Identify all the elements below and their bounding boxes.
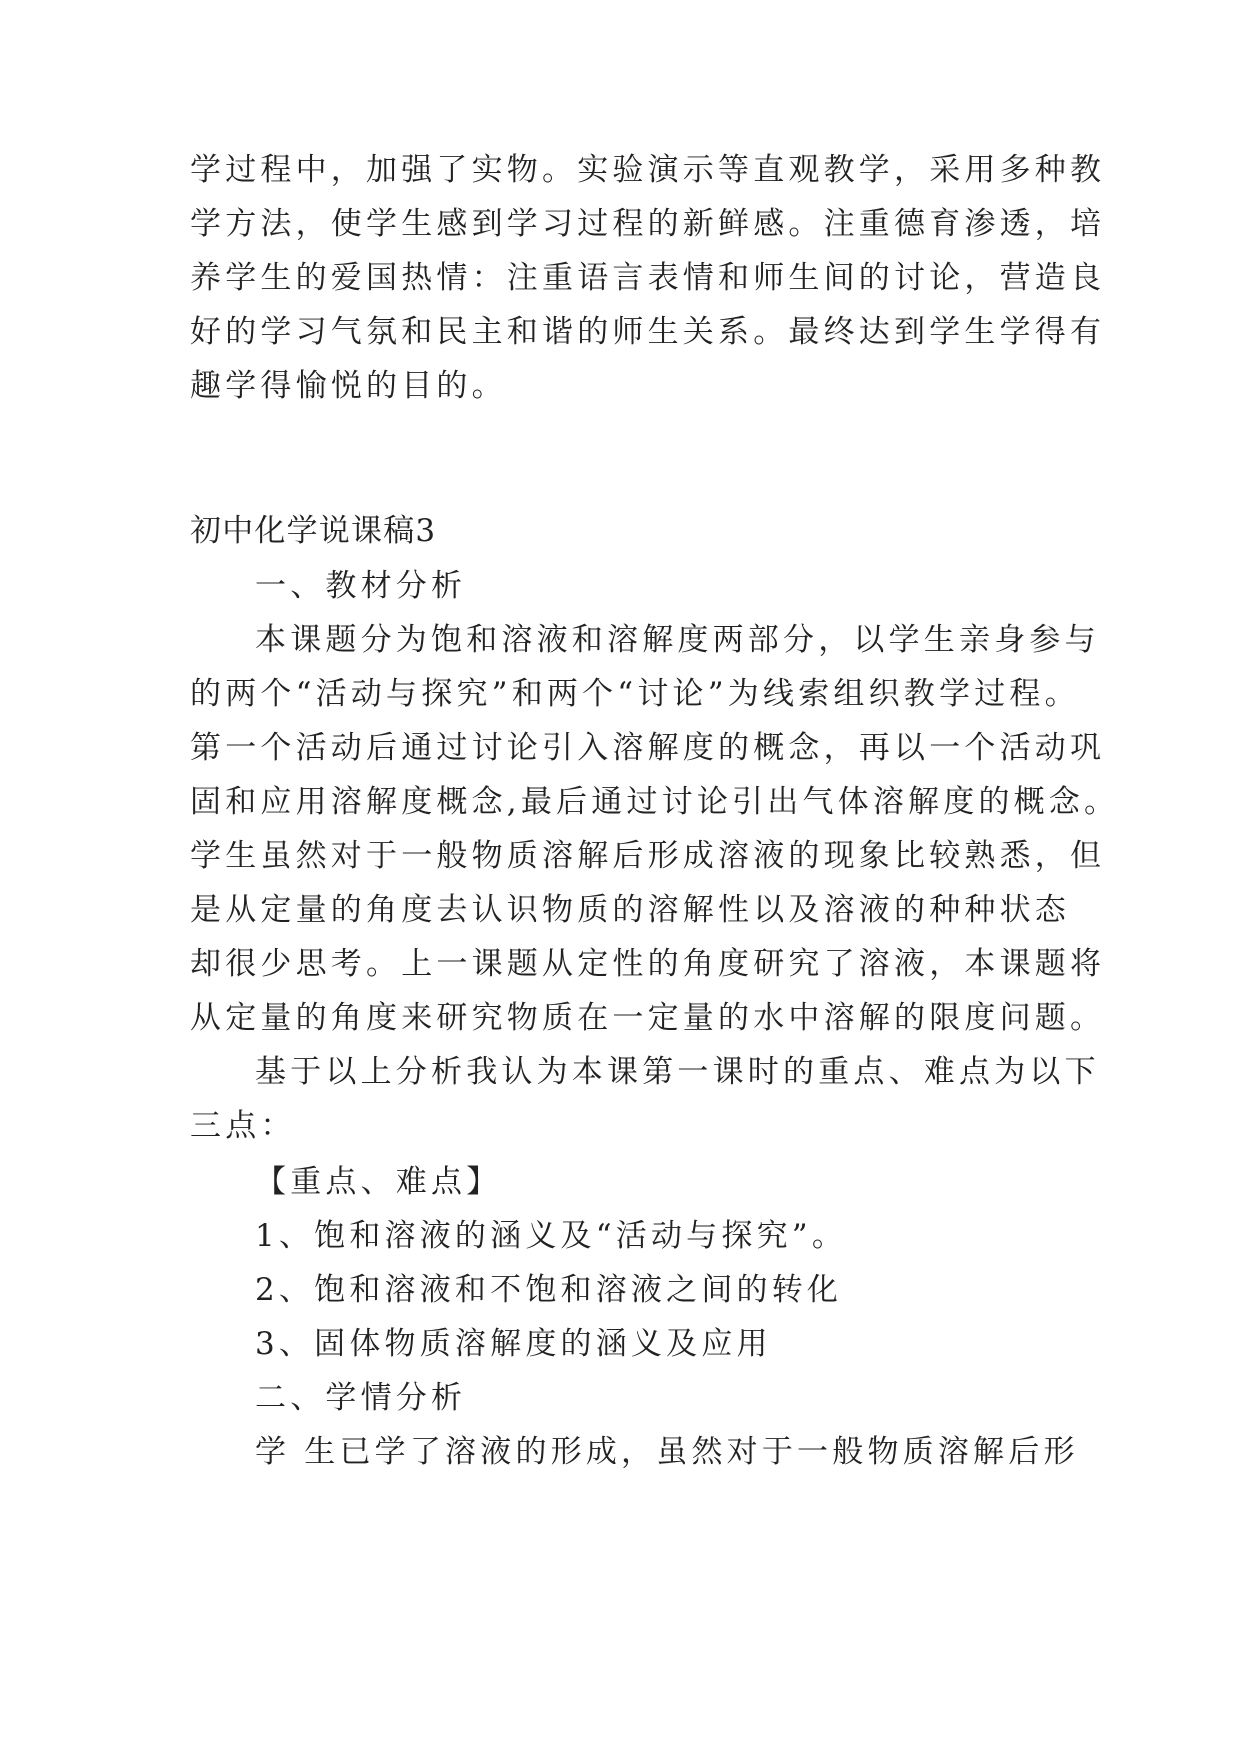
paragraph-line: 学过程中，加强了实物。实验演示等直观教学，采用多种教	[190, 152, 1106, 188]
paragraph-line: 学方法，使学生感到学习过程的新鲜感。注重德育渗透，培	[190, 206, 1106, 242]
list-item: 3、固体物质溶解度的涵义及应用	[255, 1326, 772, 1362]
paragraph-line: 三点：	[190, 1108, 296, 1144]
paragraph-line: 基于以上分析我认为本课第一课时的重点、难点为以下	[255, 1054, 1100, 1090]
section-title: 初中化学说课稿3	[190, 513, 437, 549]
paragraph-line: 学生虽然对于一般物质溶解后形成溶液的现象比较熟悉，但	[190, 838, 1106, 874]
paragraph-line: 学 生已学了溶液的形成，虽然对于一般物质溶解后形	[255, 1434, 1079, 1470]
paragraph-line: 从定量的角度来研究物质在一定量的水中溶解的限度问题。	[190, 1000, 1106, 1036]
subsection-heading: 一、教材分析	[255, 568, 467, 604]
subsection-heading: 二、学情分析	[255, 1380, 467, 1416]
paragraph-line: 的两个“活动与探究”和两个“讨论”为线索组织教学过程。	[190, 676, 1080, 712]
paragraph-line: 固和应用溶解度概念,最后通过讨论引出气体溶解度的概念。	[190, 784, 1120, 820]
list-item: 2、饱和溶液和不饱和溶液之间的转化	[255, 1272, 843, 1308]
paragraph-line: 本课题分为饱和溶液和溶解度两部分，以学生亲身参与	[255, 622, 1100, 658]
paragraph-line: 好的学习气氛和民主和谐的师生关系。最终达到学生学得有	[190, 314, 1106, 350]
paragraph-line: 是从定量的角度去认识物质的溶解性以及溶液的种种状态	[190, 892, 1070, 928]
paragraph-line: 养学生的爱国热情：注重语言表情和师生间的讨论，营造良	[190, 260, 1106, 296]
paragraph-line: 却很少思考。上一课题从定性的角度研究了溶液，本课题将	[190, 946, 1106, 982]
list-item: 1、饱和溶液的涵义及“活动与探究”。	[255, 1218, 848, 1254]
paragraph-line: 趣学得愉悦的目的。	[190, 368, 507, 404]
paragraph-line: 第一个活动后通过讨论引入溶解度的概念，再以一个活动巩	[190, 730, 1106, 766]
key-points-heading: 【重点、难点】	[255, 1164, 502, 1200]
